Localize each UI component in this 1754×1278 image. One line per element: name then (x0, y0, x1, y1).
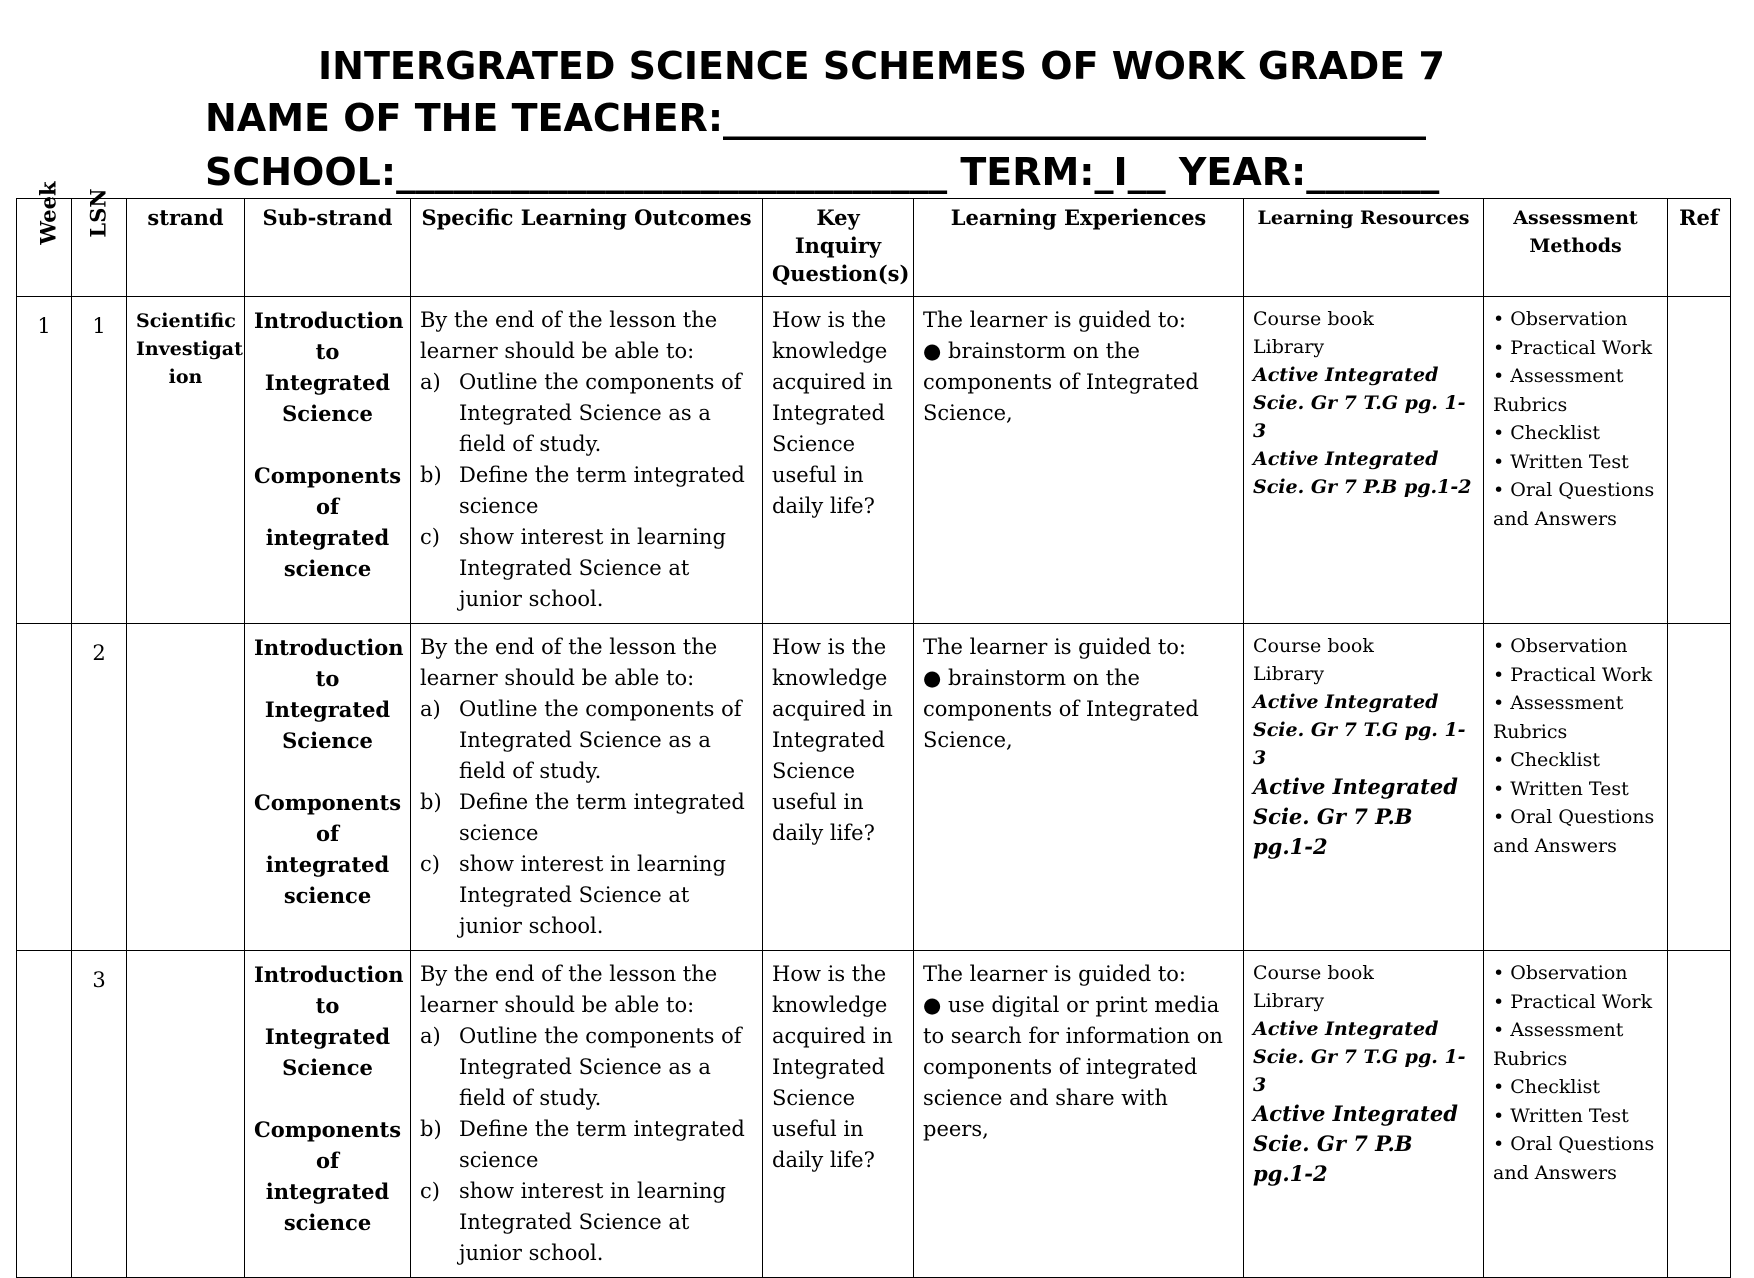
week-cell: 1 (17, 297, 72, 624)
table-row (17, 624, 1731, 951)
assessment-item: • Oral Questions and Answers (1493, 479, 1655, 530)
table-header-row (17, 199, 1731, 297)
kiq-cell: How is the knowledge acquired in Integrated Science useful in daily life? (763, 624, 914, 951)
assessment-item: • Checklist (1493, 749, 1600, 771)
resource-item: Active Integrated Scie. Gr 7 T.G pg. 1-3 (1253, 691, 1466, 769)
assessment-item: • Oral Questions and Answers (1493, 1133, 1655, 1184)
resource-item: Active Integrated Scie. Gr 7 T.G pg. 1-3 (1253, 1018, 1466, 1096)
slo-list (420, 367, 753, 615)
table-row (17, 297, 1731, 624)
le-item: ● brainstorm on the components of Integrated Science, (923, 666, 1199, 752)
assessment-item: • Practical Work (1493, 663, 1653, 686)
assessment-item: • Observation (1493, 308, 1628, 330)
col-slo: Specific Learning Outcomes (411, 199, 763, 297)
col-am: Assessment Methods (1484, 199, 1668, 297)
assessment-item: • Practical Work (1493, 990, 1653, 1013)
slo-item: b) Define the term integrated science (420, 463, 745, 518)
assessment-cell (1484, 624, 1668, 951)
school-blank: _____________________________ (396, 150, 948, 194)
substrand-title: Introduction to Integrated Science (254, 308, 404, 426)
slo-intro: By the end of the lesson the learner should be able to: (420, 635, 718, 690)
term-value: _I__ (1094, 150, 1166, 194)
school-line (205, 150, 1439, 194)
slo-cell (411, 297, 763, 624)
assessment-item: • Oral Questions and Answers (1493, 806, 1655, 857)
ref-cell (1668, 624, 1731, 951)
le-cell (914, 951, 1244, 1278)
week-cell (17, 951, 72, 1278)
kiq-cell: How is the knowledge acquired in Integrated Science useful in daily life? (763, 951, 914, 1278)
strand-cell: Scientific Investigat ion (127, 297, 245, 624)
slo-item: b) Define the term integrated science (420, 1117, 745, 1172)
assessment-item: • Observation (1493, 635, 1628, 657)
substrand-topic: Components of integrated science (254, 790, 402, 908)
teacher-line (205, 96, 1426, 140)
substrand-cell (245, 297, 411, 624)
col-lr: Learning Resources (1244, 199, 1484, 297)
ref-cell (1668, 951, 1731, 1278)
school-label: SCHOOL: (205, 150, 397, 194)
schemes-table (16, 181, 1731, 1278)
document-title: INTERGRATED SCIENCE SCHEMES OF WORK GRADE 7 (318, 44, 1445, 88)
slo-item: c) show interest in learning Integrated Science at junior school. (420, 1179, 726, 1265)
strand-cell (127, 624, 245, 951)
substrand-title: Introduction to Integrated Science (254, 635, 404, 753)
resources-cell (1244, 297, 1484, 624)
resource-item: Library (1253, 663, 1325, 685)
resource-item: Active Integrated Scie. Gr 7 P.B pg.1-2 (1253, 1101, 1458, 1186)
assessment-item: • Written Test (1493, 1104, 1629, 1127)
resource-item: Course book (1253, 635, 1374, 657)
resource-item: Course book (1253, 308, 1374, 330)
resource-item: Library (1253, 336, 1325, 358)
kiq-cell: How is the knowledge acquired in Integrated Science useful in daily life? (763, 297, 914, 624)
le-intro: The learner is guided to: (923, 962, 1187, 986)
col-le: Learning Experiences (914, 199, 1244, 297)
assessment-cell (1484, 951, 1668, 1278)
substrand-topic: Components of integrated science (254, 463, 402, 581)
lsn-cell: 3 (72, 951, 127, 1278)
assessment-item: • Observation (1493, 962, 1628, 984)
resource-item: Library (1253, 990, 1325, 1012)
le-intro: The learner is guided to: (923, 635, 1187, 659)
le-cell (914, 624, 1244, 951)
substrand-cell (245, 624, 411, 951)
slo-item: a) Outline the components of Integrated Science as a field of study. (420, 370, 742, 456)
assessment-item: • Written Test (1493, 450, 1629, 473)
lsn-cell: 1 (72, 297, 127, 624)
assessment-cell (1484, 297, 1668, 624)
col-lsn: LSN (72, 199, 127, 297)
resource-item: Course book (1253, 962, 1374, 984)
resource-item: Active Integrated Scie. Gr 7 P.B pg.1-2 (1253, 448, 1472, 498)
week-cell (17, 624, 72, 951)
teacher-blank: _____________________________________ (723, 96, 1427, 140)
assessment-item: • Assessment Rubrics (1493, 692, 1624, 743)
col-strand: strand (127, 199, 245, 297)
lsn-cell: 2 (72, 624, 127, 951)
slo-cell (411, 624, 763, 951)
table-row (17, 951, 1731, 1278)
year-label: YEAR: (1178, 150, 1307, 194)
slo-list (420, 1021, 753, 1269)
slo-item: a) Outline the components of Integrated Science as a field of study. (420, 1024, 742, 1110)
le-cell (914, 297, 1244, 624)
teacher-label: NAME OF THE TEACHER: (205, 96, 724, 140)
ref-cell (1668, 297, 1731, 624)
slo-cell (411, 951, 763, 1278)
resource-item: Active Integrated Scie. Gr 7 T.G pg. 1-3 (1253, 364, 1466, 442)
assessment-item: • Assessment Rubrics (1493, 1019, 1624, 1070)
le-intro: The learner is guided to: (923, 308, 1187, 332)
assessment-item: • Assessment Rubrics (1493, 365, 1624, 416)
substrand-cell (245, 951, 411, 1278)
col-week: Week (17, 199, 72, 297)
col-substrand: Sub-strand (245, 199, 411, 297)
substrand-topic: Components of integrated science (254, 1117, 402, 1235)
year-blank: _______ (1306, 150, 1440, 194)
strand-cell (127, 951, 245, 1278)
assessment-item: • Checklist (1493, 422, 1600, 444)
assessment-item: • Practical Work (1493, 336, 1653, 359)
term-label: TERM: (960, 150, 1095, 194)
slo-item: a) Outline the components of Integrated Science as a field of study. (420, 697, 742, 783)
col-ref: Ref (1668, 199, 1731, 297)
assessment-item: • Written Test (1493, 777, 1629, 800)
resources-cell (1244, 951, 1484, 1278)
slo-intro: By the end of the lesson the learner should be able to: (420, 308, 718, 363)
slo-list (420, 694, 753, 942)
substrand-title: Introduction to Integrated Science (254, 962, 404, 1080)
le-item: ● use digital or print media to search for information on components of integrated science and share with peers, (923, 993, 1223, 1141)
le-item: ● brainstorm on the components of Integrated Science, (923, 339, 1199, 425)
slo-intro: By the end of the lesson the learner should be able to: (420, 962, 718, 1017)
assessment-item: • Checklist (1493, 1076, 1600, 1098)
slo-item: c) show interest in learning Integrated Science at junior school. (420, 852, 726, 938)
col-kiq: Key Inquiry Question(s) (763, 199, 914, 297)
slo-item: c) show interest in learning Integrated Science at junior school. (420, 525, 726, 611)
resource-item: Active Integrated Scie. Gr 7 P.B pg.1-2 (1253, 774, 1458, 859)
slo-item: b) Define the term integrated science (420, 790, 745, 845)
resources-cell (1244, 624, 1484, 951)
